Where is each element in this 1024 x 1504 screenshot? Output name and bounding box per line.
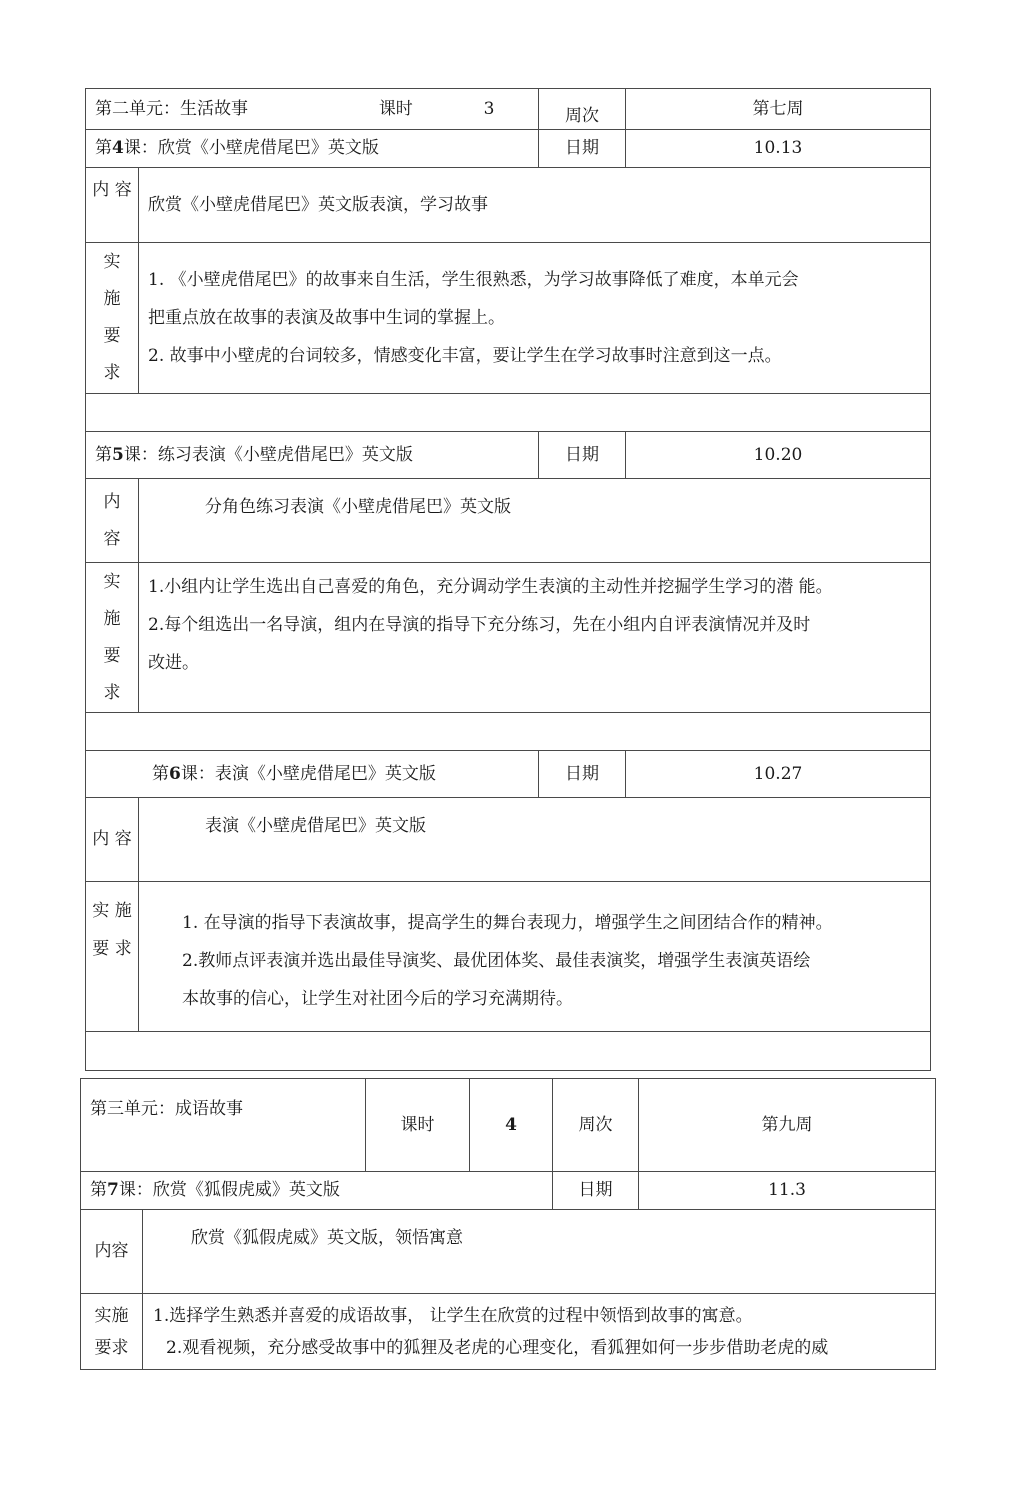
lesson6-date-value: 10.27 xyxy=(626,751,931,798)
lesson7-content-label: 内容 xyxy=(81,1210,143,1294)
lesson7-date-value: 11.3 xyxy=(639,1172,936,1210)
unit3-week-label: 周次 xyxy=(553,1079,639,1172)
lesson6-title-row xyxy=(86,751,931,798)
unit2-header-cell xyxy=(86,89,539,130)
unit2-table xyxy=(85,88,931,1071)
lesson4-content-text: 欣赏《小壁虎借尾巴》英文版表演，学习故事 xyxy=(139,168,931,243)
lesson7-content-row xyxy=(81,1210,936,1294)
lesson5-req-row xyxy=(86,563,931,713)
unit3-hours-value: 4 xyxy=(470,1079,553,1172)
unit2-title: 第二单元：生活故事 xyxy=(95,98,248,119)
lesson5-content-text: 分角色练习表演《小壁虎借尾巴》英文版 xyxy=(139,479,931,563)
lesson7-date-label: 日期 xyxy=(553,1172,639,1210)
lesson6-title: 第6课：表演《小壁虎借尾巴》英文版 xyxy=(86,751,539,798)
unit2-header-row xyxy=(86,89,931,130)
lesson5-req-text: 1.小组内让学生选出自己喜爱的角色，充分调动学生表演的主动性并挖掘学生学习的潜 能。 2.每个组选出一名导演，组内在导演的指导下充分练习，先在小组内自评表演情况并及时 改进。 xyxy=(139,563,931,713)
lesson6-req-row xyxy=(86,882,931,1032)
lesson4-req-row xyxy=(86,243,931,394)
unit2-week-value: 第七周 xyxy=(626,89,931,130)
lesson7-title: 第7课：欣赏《狐假虎威》英文版 xyxy=(81,1172,553,1210)
lesson5-date-label: 日期 xyxy=(539,432,626,479)
lesson4-req-label: 实 施 要 求 xyxy=(86,243,139,394)
unit3-table xyxy=(80,1078,936,1370)
lesson7-req-label: 实施 要求 xyxy=(81,1294,143,1370)
blank-row xyxy=(86,394,931,432)
lesson5-req-label: 实 施 要 求 xyxy=(86,563,139,713)
unit3-title: 第三单元：成语故事 xyxy=(81,1079,366,1172)
lesson6-content-label: 内 容 xyxy=(86,798,139,882)
lesson4-req-text: 1. 《小壁虎借尾巴》的故事来自生活，学生很熟悉，为学习故事降低了难度，本单元会 把重点放在故事的表演及故事中生词的掌握上。 2. 故事中小壁虎的台词较多，情感变化丰富，要让学生在学习故事时注意到这一点。 xyxy=(139,243,931,394)
unit2-hours-value: 3 xyxy=(483,98,495,119)
lesson5-content-row xyxy=(86,479,931,563)
lesson5-date-value: 10.20 xyxy=(626,432,931,479)
lesson6-req-label: 实 施 要 求 xyxy=(86,882,139,1032)
unit3-week-value: 第九周 xyxy=(639,1079,936,1172)
unit2-week-label: 周次 xyxy=(539,89,626,130)
unit3-hours-label: 课时 xyxy=(366,1079,470,1172)
lesson6-req-text: 1. 在导演的指导下表演故事，提高学生的舞台表现力，增强学生之间团结合作的精神。 2.教师点评表演并选出最佳导演奖、最优团体奖、最佳表演奖，增强学生表演英语绘 本故事的信心，让学生对社团今后的学习充满期待。 xyxy=(139,882,931,1032)
lesson4-title-row xyxy=(86,130,931,168)
unit3-header-row xyxy=(81,1079,936,1172)
lesson6-date-label: 日期 xyxy=(539,751,626,798)
blank-row xyxy=(86,1032,931,1071)
lesson7-title-row xyxy=(81,1172,936,1210)
lesson7-req-text: 1.选择学生熟悉并喜爱的成语故事， 让学生在欣赏的过程中领悟到故事的寓意。 2.观看视频，充分感受故事中的狐狸及老虎的心理变化，看狐狸如何一步步借助老虎的威 xyxy=(143,1294,936,1370)
unit2-hours-label: 课时 xyxy=(378,98,413,119)
lesson4-date-label: 日期 xyxy=(539,130,626,168)
lesson6-content-text: 表演《小壁虎借尾巴》英文版 xyxy=(139,798,931,882)
lesson5-title: 第5课：练习表演《小壁虎借尾巴》英文版 xyxy=(86,432,539,479)
lesson4-content-row xyxy=(86,168,931,243)
blank-row xyxy=(86,713,931,751)
lesson4-content-label: 内 容 xyxy=(86,168,139,243)
lesson4-title: 第4课：欣赏《小壁虎借尾巴》英文版 xyxy=(86,130,539,168)
lesson5-content-label: 内 容 xyxy=(86,479,139,563)
lesson7-req-row xyxy=(81,1294,936,1370)
lesson7-content-text: 欣赏《狐假虎威》英文版，领悟寓意 xyxy=(143,1210,936,1294)
lesson6-content-row xyxy=(86,798,931,882)
lesson5-title-row xyxy=(86,432,931,479)
lesson4-date-value: 10.13 xyxy=(626,130,931,168)
